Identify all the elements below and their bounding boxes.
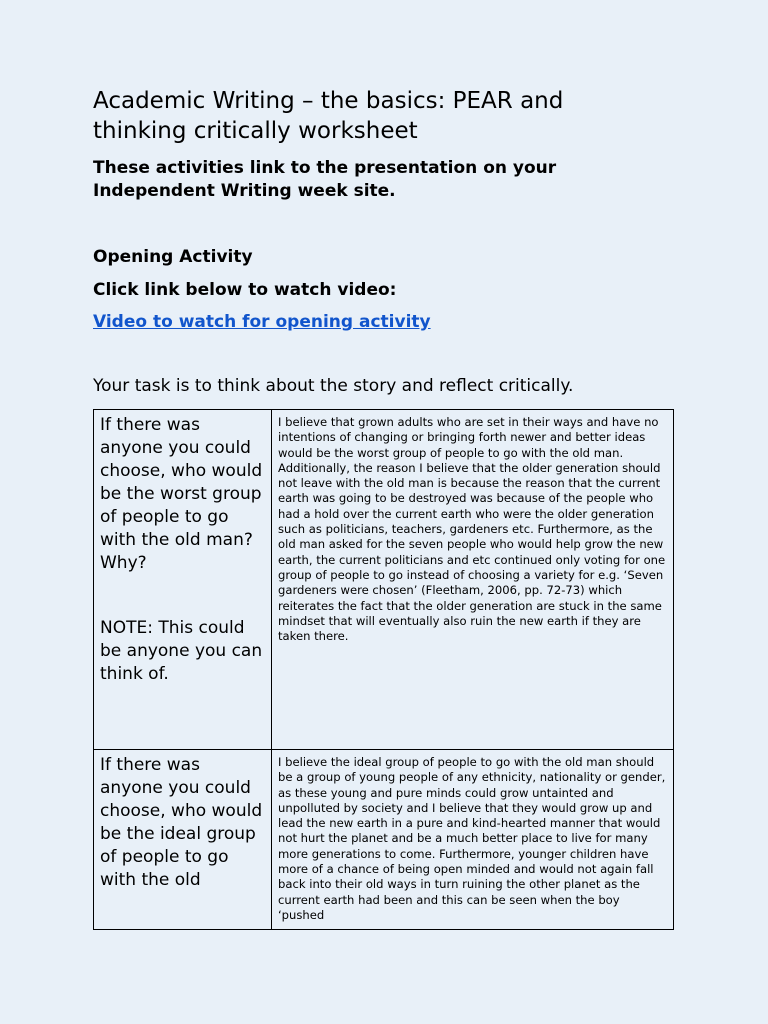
worksheet-table xyxy=(93,409,674,930)
page-title: Academic Writing – the basics: PEAR and thinking critically worksheet xyxy=(93,88,564,144)
table-row xyxy=(94,750,674,930)
task-instruction: Your task is to think about the story and reflect critically. xyxy=(93,376,574,396)
answer-cell[interactable] xyxy=(272,750,674,930)
click-instruction: Click link below to watch video: xyxy=(93,280,397,300)
answer-cell[interactable] xyxy=(272,410,674,750)
question-cell xyxy=(94,750,272,930)
answer-text: I believe the ideal group of people to go with the old man should be a group of young people of any ethnicity, nationality or gender, as these young and pure minds could grow untainted and unpolluted by society and I believe that they would grow up and lead the new earth in a pure and kind-hearted manner that would not hurt the planet and be a much better place to live for many more generations to come. Furthermore, younger children have more of a chance of being open minded and would not again fall back into their old ways in turn ruining the other planet as the current earth had been and this can be seen when the boy ‘pushed xyxy=(278,755,666,922)
video-link[interactable]: Video to watch for opening activity xyxy=(93,312,431,332)
question-text: If there was anyone you could choose, who would be the ideal group of people to go with the old xyxy=(100,755,263,890)
document-page xyxy=(93,86,693,398)
question-cell xyxy=(94,410,272,750)
question-text: If there was anyone you could choose, who would be the worst group of people to go with the old man? Why? xyxy=(100,415,263,573)
note-text: NOTE: This could be anyone you can think of. xyxy=(100,618,263,684)
answer-text: I believe that grown adults who are set in their ways and have no intentions of changing or bringing forth newer and better ideas would be the worst group of people to go with the old man. Additionally, the reason I believe that the older generation should not leave with the old man is because the reason that the current earth was going to be destroyed was because of the people who had a hold over the current earth who were the older generation such as politicians, teachers, gardeners etc. Furthermore, as the old man asked for the seven people who would help grow the new earth, the current politicians and etc continued only voting for one group of people to go instead of choosing a variety for e.g. ‘Seven gardeners were chosen’ (Fleetham, 2006, pp. 72-73) which reiterates the fact that the older generation are stuck in the same mindset that will eventually also ruin the new earth if they are taken there. xyxy=(278,415,666,644)
opening-activity-heading: Opening Activity xyxy=(93,247,253,267)
table-row xyxy=(94,410,674,750)
page-subtitle: These activities link to the presentation on your Independent Writing week site. xyxy=(93,158,557,201)
